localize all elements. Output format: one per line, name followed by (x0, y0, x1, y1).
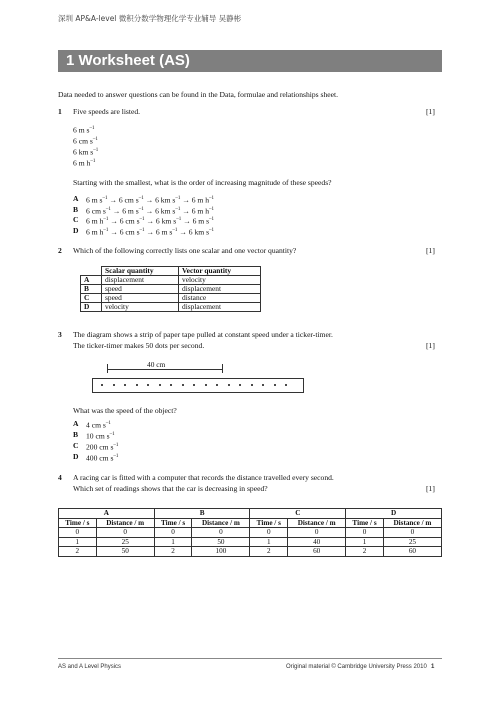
arrow-icon: → (144, 227, 156, 237)
unit-text: 6 m h (73, 158, 91, 168)
speed-item (73, 124, 94, 135)
exponent: –1 (172, 227, 178, 233)
set-header: D (346, 509, 442, 519)
title-bar (58, 50, 442, 72)
option-letter: B (73, 204, 79, 214)
unit-text: 6 cm s (119, 227, 140, 237)
col-header-scalar: Scalar quantity (102, 267, 179, 276)
table-cell: 0 (154, 528, 192, 538)
scalar-cell: speed (102, 294, 179, 303)
footer-right: Original material © Cambridge University Press 2010 (286, 664, 427, 670)
unit-text: 4 cm s (86, 420, 106, 430)
table-cell: 0 (250, 528, 288, 538)
q2-marks: [1] (426, 246, 435, 255)
column-header-row (59, 518, 442, 528)
col-header-time: Time / s (250, 518, 288, 528)
q4-number: 4 (58, 473, 62, 482)
table-cell: 50 (96, 547, 154, 557)
table-cell: 25 (96, 537, 154, 547)
exponent: –1 (89, 126, 95, 131)
racing-car-table (58, 508, 442, 557)
q4-stem-1: A racing car is fitted with a computer that records the distance travelled every second. (73, 473, 334, 482)
option-letter: D (73, 452, 79, 461)
unit-text: 6 m h (86, 216, 104, 226)
arrow-icon: → (107, 195, 119, 205)
speed-item (73, 135, 98, 146)
tape-dot (239, 384, 241, 386)
q4-stem-2: Which set of readings shows that the car is decreasing in speed? (73, 484, 268, 493)
col-header-time: Time / s (59, 518, 97, 528)
option-letter: B (73, 430, 79, 439)
paper-tape (92, 378, 304, 393)
table-cell: 1 (59, 537, 97, 547)
table-cell: 2 (59, 547, 97, 557)
option-text (86, 194, 214, 205)
exponent: –1 (139, 227, 145, 233)
option-letter: D (73, 225, 79, 235)
arrow-icon: → (180, 206, 192, 216)
exponent: –1 (103, 227, 109, 233)
exponent: –1 (92, 137, 98, 142)
tape-dot (113, 384, 115, 386)
tape-dot (136, 384, 138, 386)
exponent: –1 (209, 217, 215, 222)
unit-text: 6 km s (73, 147, 94, 157)
option-text (86, 205, 214, 216)
set-header-row (59, 509, 442, 519)
arrow-icon: → (110, 206, 123, 216)
measure-tick-right (222, 364, 223, 373)
tape-dot (274, 384, 276, 386)
vector-cell: displacement (179, 285, 261, 294)
q1-stem: Five speeds are listed. (73, 107, 141, 116)
set-header: A (59, 509, 155, 519)
col-header-time: Time / s (346, 518, 384, 528)
exponent: –1 (113, 454, 119, 459)
unit-text: 10 cm s (86, 431, 110, 441)
unit-text: 6 m h (191, 195, 210, 205)
table-row (59, 537, 442, 547)
col-header-vector: Vector quantity (179, 267, 261, 276)
tape-dot (147, 384, 149, 386)
option-letter: C (73, 215, 79, 224)
set-header: C (250, 509, 346, 519)
exponent: –1 (209, 196, 215, 201)
option-text (86, 215, 214, 226)
unit-text: 6 cm s (119, 216, 140, 226)
unit-text: 6 km s (188, 227, 210, 237)
col-header-distance: Distance / m (192, 518, 250, 528)
arrow-icon: → (181, 216, 193, 226)
arrow-icon: → (108, 216, 120, 226)
table-cell: 0 (383, 528, 441, 538)
exponent: –1 (113, 443, 119, 448)
q1-question: Starting with the smallest, what is the order of increasing magnitude of these speeds? (73, 178, 332, 187)
scalar-cell: speed (102, 285, 179, 294)
vector-cell: velocity (179, 276, 261, 285)
table-row (59, 528, 442, 538)
unit-text: 6 m s (155, 227, 173, 237)
exponent: –1 (103, 217, 109, 222)
tape-dot (124, 384, 126, 386)
col-header-distance: Distance / m (96, 518, 154, 528)
exponent: –1 (176, 217, 182, 222)
q3-question: What was the speed of the object? (73, 406, 177, 415)
option-letter: A (73, 194, 79, 203)
q1-number: 1 (58, 107, 62, 116)
table-cell: 0 (288, 528, 346, 538)
q4-marks: [1] (426, 484, 435, 493)
tape-dot (216, 384, 218, 386)
table-cell: 0 (59, 528, 97, 538)
arrow-icon: → (180, 195, 192, 205)
table-cell: 1 (250, 537, 288, 547)
q2-stem: Which of the following correctly lists one scalar and one vector quantity? (73, 246, 297, 255)
table-cell: 2 (154, 547, 192, 557)
table-row (81, 303, 261, 312)
exponent: –1 (105, 421, 111, 426)
unit-text: 6 m s (86, 195, 103, 205)
q2-number: 2 (58, 246, 62, 255)
unit-text: 6 m s (122, 206, 139, 216)
exponent: –1 (138, 206, 144, 212)
tape-dot (170, 384, 172, 386)
table-cell: 0 (192, 528, 250, 538)
option-text (86, 430, 115, 441)
q3-number: 3 (58, 330, 62, 339)
tape-dot (251, 384, 253, 386)
tape-dot (205, 384, 207, 386)
footer-left: AS and A Level Physics (58, 664, 122, 670)
tape-dot (193, 384, 195, 386)
row-letter: D (81, 303, 102, 312)
table-cell: 0 (96, 528, 154, 538)
vector-cell: displacement (179, 303, 261, 312)
unit-text: 6 km s (155, 216, 177, 226)
exponent: –1 (105, 206, 111, 212)
option-letter: A (73, 419, 79, 428)
option-text (86, 441, 118, 452)
table-row (59, 547, 442, 557)
exponent: –1 (138, 196, 144, 201)
q1-marks: [1] (426, 107, 435, 116)
tape-dot (228, 384, 230, 386)
unit-text: 6 cm s (73, 136, 93, 146)
exponent: –1 (175, 196, 181, 201)
row-letter: C (81, 294, 102, 303)
speed-item (73, 146, 98, 157)
page-header: 深圳 AP&A-level 微积分数学物理化学专业辅导 吴静彬 (58, 14, 242, 23)
exponent: –1 (175, 206, 181, 212)
scalar-cell: displacement (102, 276, 179, 285)
tape-dot (182, 384, 184, 386)
option-text (86, 452, 118, 463)
scalar-cell: velocity (102, 303, 179, 312)
option-text (86, 226, 214, 237)
footer-divider (58, 658, 442, 659)
table-cell: 1 (154, 537, 192, 547)
measure-line (108, 369, 222, 370)
col-header-time: Time / s (154, 518, 192, 528)
unit-text: 6 m h (86, 227, 104, 237)
table-cell: 60 (383, 547, 441, 557)
q3-marks: [1] (426, 341, 435, 350)
col-header-distance: Distance / m (383, 518, 441, 528)
exponent: –1 (209, 227, 215, 233)
tape-dot (285, 384, 287, 386)
unit-text: 6 km s (155, 195, 176, 205)
page-number: 1 (431, 664, 435, 670)
speed-item (73, 157, 95, 168)
row-letter: A (81, 276, 102, 285)
exponent: –1 (93, 148, 99, 153)
unit-text: 6 cm s (118, 195, 139, 205)
unit-text: 6 m h (191, 206, 210, 216)
table-cell: 2 (346, 547, 384, 557)
option-letter: C (73, 441, 79, 450)
tape-dot (262, 384, 264, 386)
unit-text: 400 cm s (86, 453, 114, 463)
arrow-icon: → (143, 195, 156, 205)
unit-text: 6 km s (155, 206, 176, 216)
table-cell: 50 (192, 537, 250, 547)
table-cell: 2 (250, 547, 288, 557)
exponent: –1 (90, 159, 96, 164)
unit-text: 200 cm s (86, 442, 114, 452)
exponent: –1 (102, 196, 108, 201)
q3-stem-2: The ticker-timer makes 50 dots per second. (73, 341, 205, 350)
table-cell: 25 (383, 537, 441, 547)
vector-cell: distance (179, 294, 261, 303)
table-cell: 0 (346, 528, 384, 538)
tape-dot (159, 384, 161, 386)
scalar-vector-table (80, 266, 261, 312)
q3-stem-1: The diagram shows a strip of paper tape pulled at constant speed under a ticker-timer. (73, 330, 333, 339)
distance-label: 40 cm (147, 360, 166, 369)
arrow-icon: → (143, 206, 156, 216)
table-cell: 60 (288, 547, 346, 557)
exponent: –1 (109, 432, 115, 437)
set-header: B (154, 509, 250, 519)
exponent: –1 (139, 217, 145, 222)
table-cell: 40 (288, 537, 346, 547)
table-cell: 100 (192, 547, 250, 557)
option-text (86, 419, 111, 430)
row-letter: B (81, 285, 102, 294)
arrow-icon: → (177, 227, 189, 237)
exponent: –1 (209, 206, 215, 212)
unit-text: 6 cm s (86, 206, 106, 216)
col-header-distance: Distance / m (288, 518, 346, 528)
arrow-icon: → (144, 216, 156, 226)
worksheet-title: 1 Worksheet (AS) (66, 52, 190, 69)
arrow-icon: → (108, 227, 120, 237)
intro-text: Data needed to answer questions can be found in the Data, formulae and relationships sheet. (58, 90, 339, 99)
tape-dot (101, 384, 103, 386)
unit-text: 6 m s (73, 125, 90, 135)
unit-text: 6 m s (192, 216, 210, 226)
table-cell: 1 (346, 537, 384, 547)
